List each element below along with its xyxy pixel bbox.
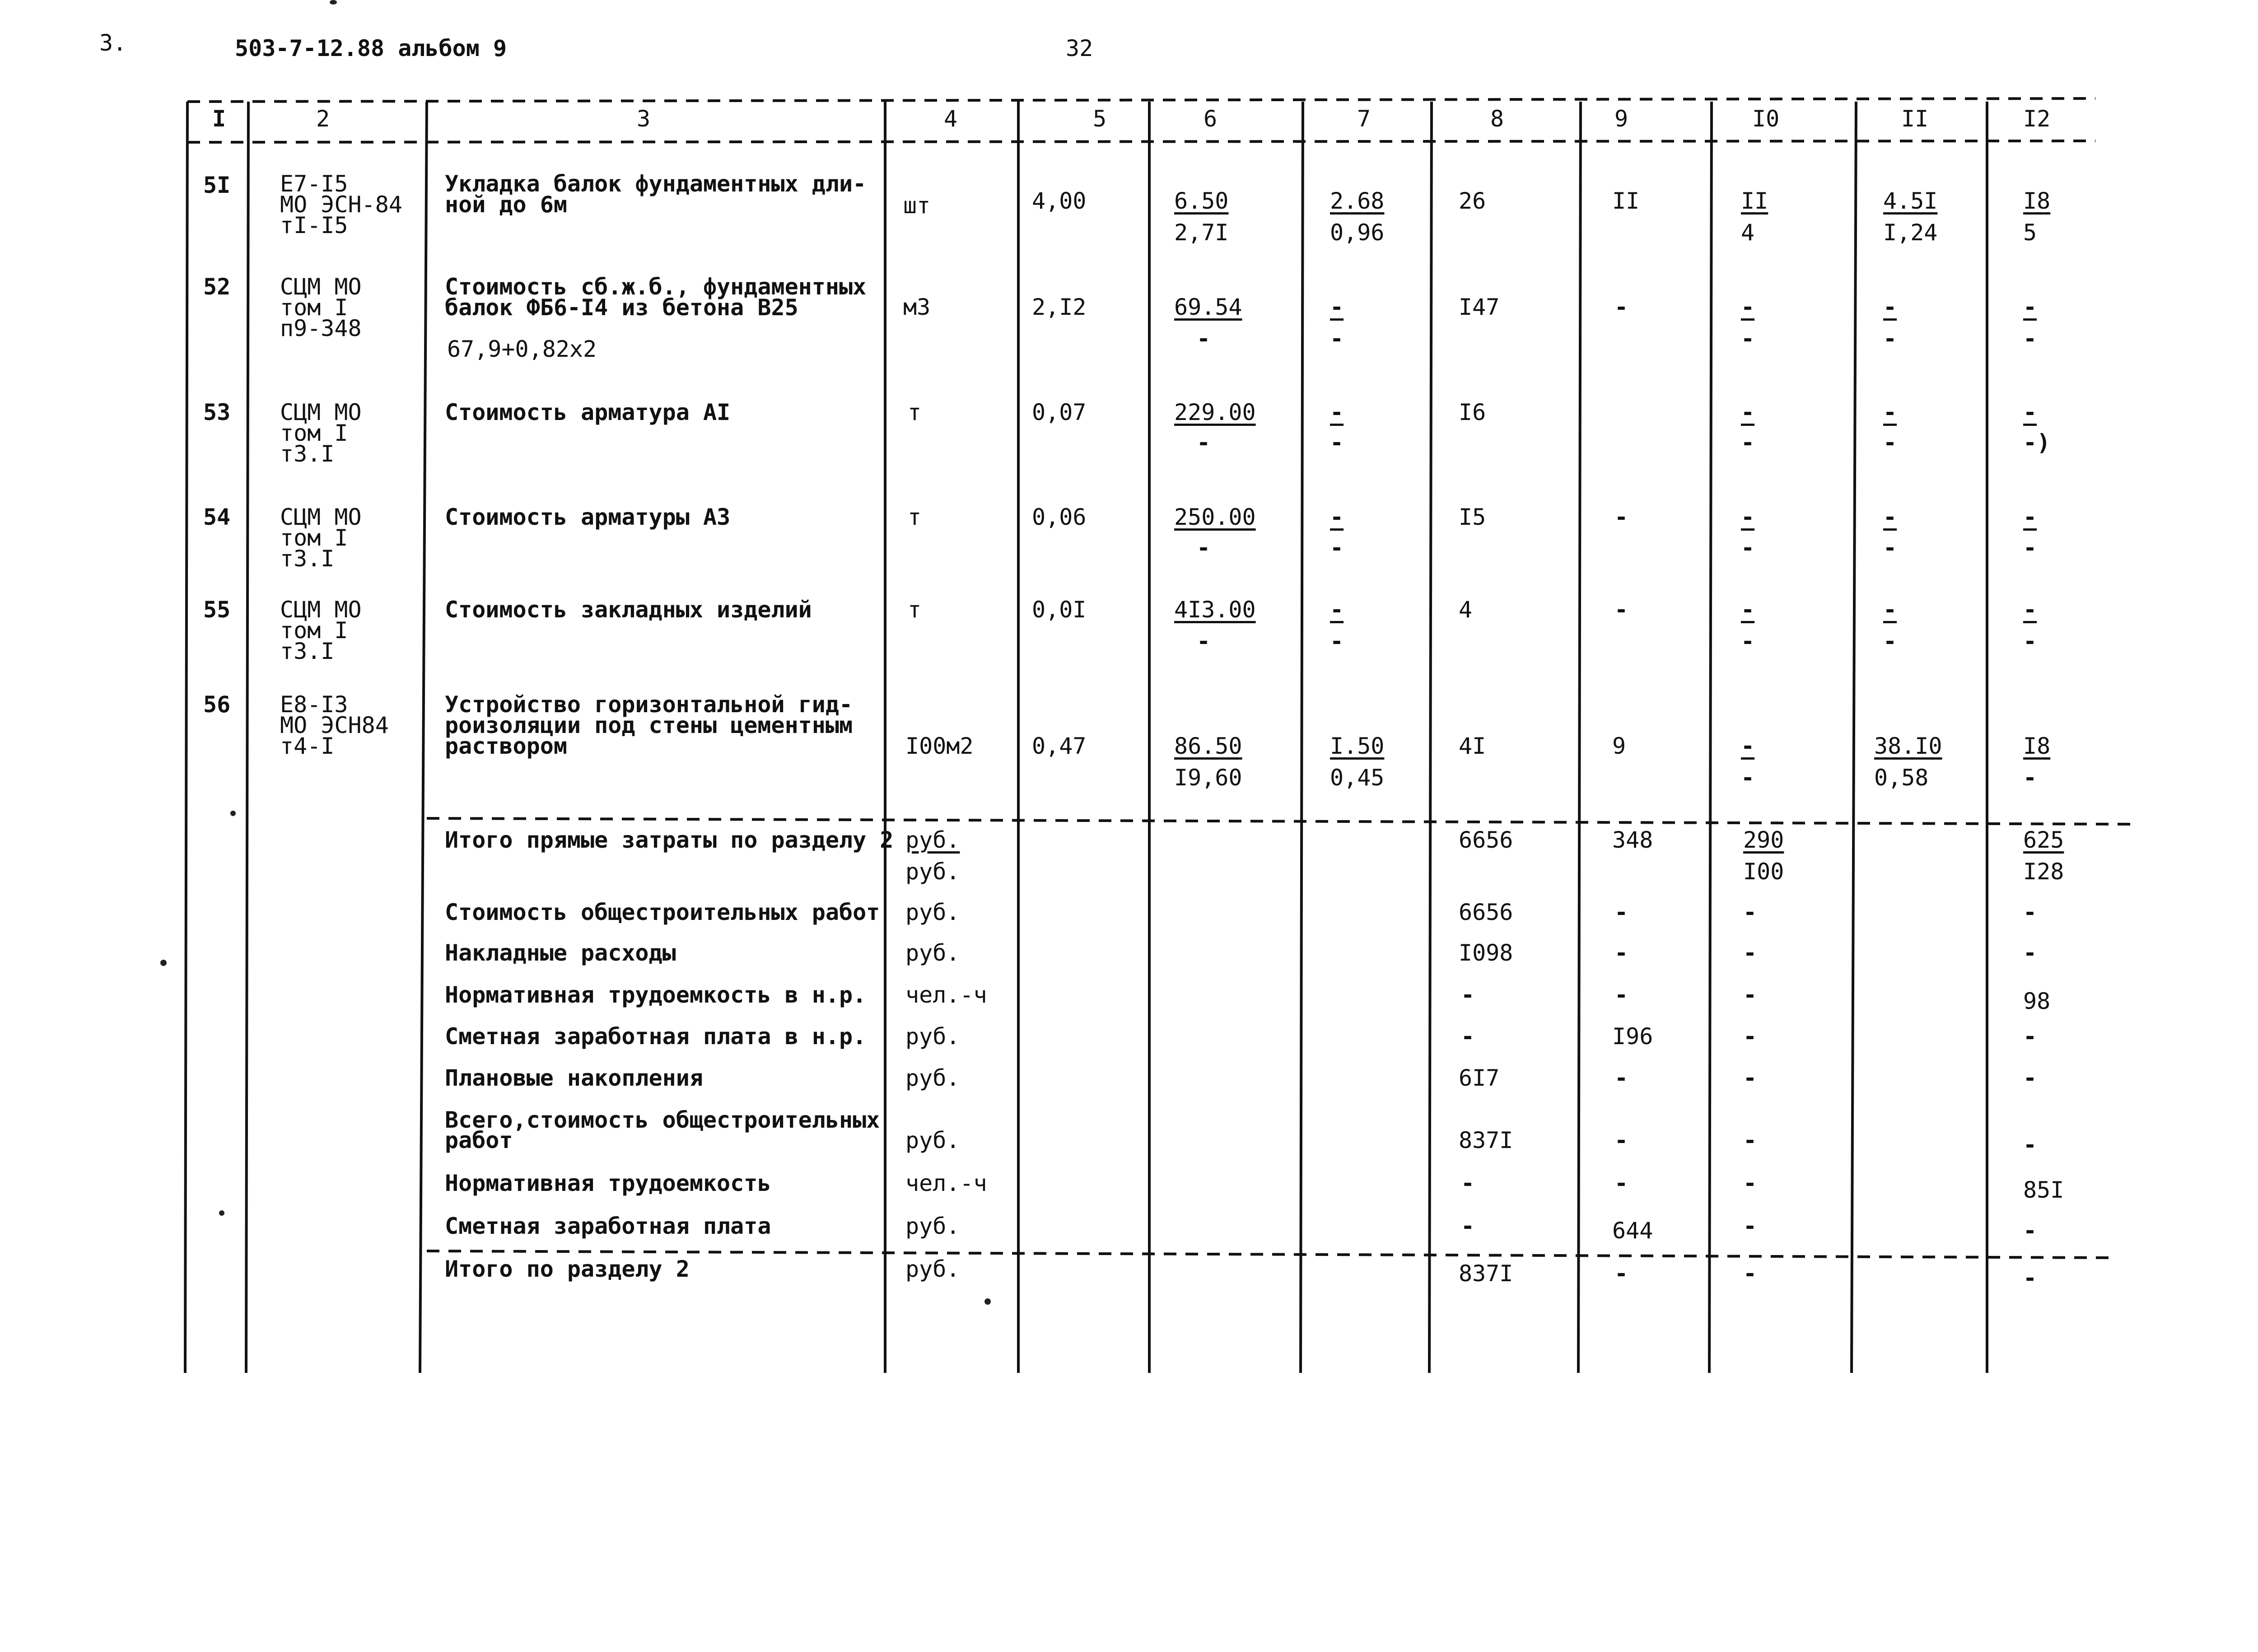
summary-unit: руб. xyxy=(905,1023,960,1050)
row-number: 52 xyxy=(203,274,231,300)
column-header: 9 xyxy=(1614,106,1628,132)
cell-col6-top: 4I3.00 xyxy=(1174,597,1256,623)
summary-name: Стоимость общестроительных работ xyxy=(445,899,880,925)
cell-col6-bottom: - xyxy=(1197,326,1211,352)
column-header: I xyxy=(212,106,226,132)
document-reference: 503-7-12.88 альбом 9 xyxy=(235,35,507,61)
cell-col7-bottom: - xyxy=(1330,628,1344,654)
cell-col12-top: - xyxy=(2023,597,2037,623)
column-header: 8 xyxy=(1490,106,1504,132)
cell-col7-top: - xyxy=(1330,597,1344,623)
cell-col12-bottom: - xyxy=(2023,326,2037,352)
summary-unit: руб. xyxy=(905,1256,960,1282)
cell-col10-top: - xyxy=(1741,399,1755,425)
column-header: I0 xyxy=(1752,106,1780,132)
row-quantity: 0,0I xyxy=(1032,597,1087,623)
summary-unit: руб. xyxy=(905,899,960,925)
summary-col8: - xyxy=(1461,1213,1475,1239)
summary-col12: 98 xyxy=(2023,988,2051,1014)
cell-col8: I47 xyxy=(1459,294,1500,320)
row-name-line: Стоимость сб.ж.б., фундаментных xyxy=(445,274,867,300)
row-quantity: 2,I2 xyxy=(1032,294,1087,320)
cell-col7-bottom: - xyxy=(1330,326,1344,352)
cell-col11-top: - xyxy=(1883,504,1897,530)
cell-col10-bottom: - xyxy=(1741,429,1755,456)
cell-col8: I6 xyxy=(1459,399,1486,425)
summary-unit: руб. xyxy=(905,827,960,853)
summary-name-continued: работ xyxy=(445,1127,513,1153)
cell-col10-top: - xyxy=(1741,733,1755,759)
cell-col7-top: I.50 xyxy=(1330,733,1385,759)
row-name-line: Устройство горизонтальной гид- xyxy=(445,691,853,718)
row-code-line: СЦМ МО xyxy=(280,274,362,300)
cell-col11-bottom: I,24 xyxy=(1883,219,1938,246)
cell-col10-top: - xyxy=(1741,294,1755,320)
row-name-line: раствором xyxy=(445,733,567,759)
cell-col11-bottom: - xyxy=(1883,429,1897,456)
summary-col9: 348 xyxy=(1612,827,1653,853)
cell-col7-top: 2.68 xyxy=(1330,188,1385,214)
row-code-line: СЦМ МО xyxy=(280,399,362,425)
column-header: I2 xyxy=(2023,106,2051,132)
row-number: 55 xyxy=(203,597,231,623)
row-code-line: п9-348 xyxy=(280,315,362,341)
cell-col9: - xyxy=(1614,294,1628,320)
summary-col12-top: 625 xyxy=(2023,827,2064,853)
summary-col12: - xyxy=(2023,940,2037,966)
scan-speck xyxy=(230,811,236,816)
column-header: II xyxy=(1901,106,1929,132)
summary-col12: 85I xyxy=(2023,1177,2064,1203)
cell-col11-top: 4.5I xyxy=(1883,188,1938,214)
summary-name: Плановые накопления xyxy=(445,1065,703,1091)
column-header: 7 xyxy=(1357,106,1371,132)
summary-col12: - xyxy=(2023,1065,2037,1091)
summary-unit: руб. xyxy=(905,940,960,966)
summary-col8: I098 xyxy=(1459,940,1513,966)
summary-col12: - xyxy=(2023,1023,2037,1050)
summary-col10: - xyxy=(1743,1023,1757,1050)
cell-col9: 9 xyxy=(1612,733,1626,759)
page-number: 32 xyxy=(1066,35,1093,61)
summary-unit-second: руб. xyxy=(905,859,960,885)
summary-col10-top: 290 xyxy=(1743,827,1784,853)
cell-col12-top: - xyxy=(2023,294,2037,320)
cell-col7-top: - xyxy=(1330,504,1344,530)
row-note: 67,9+0,82x2 xyxy=(447,336,597,362)
cell-col12-top: I8 xyxy=(2023,733,2051,759)
summary-col12: - xyxy=(2023,899,2037,925)
scan-speck xyxy=(219,1210,224,1216)
summary-col12: - xyxy=(2023,1218,2037,1244)
column-header: 4 xyxy=(944,106,958,132)
summary-col8: - xyxy=(1461,1023,1475,1050)
summary-name: Всего,стоимость общестроительных xyxy=(445,1107,880,1133)
summary-col9: - xyxy=(1614,1065,1628,1091)
summary-col9: - xyxy=(1614,1127,1628,1153)
row-code-line: МО ЭСН84 xyxy=(280,712,389,738)
cell-col10-bottom: - xyxy=(1741,765,1755,791)
scan-speck xyxy=(160,960,167,966)
cell-col10-top: - xyxy=(1741,504,1755,530)
summary-col8: - xyxy=(1461,982,1475,1008)
cell-col11-bottom: 0,58 xyxy=(1874,765,1929,791)
cell-col9: II xyxy=(1612,188,1640,214)
cell-col12-bottom: - xyxy=(2023,628,2037,654)
cell-col6-bottom: - xyxy=(1197,429,1211,456)
row-code-line: СЦМ МО xyxy=(280,597,362,623)
summary-col8: 837I xyxy=(1459,1260,1513,1287)
summary-name: Сметная заработная плата xyxy=(445,1213,771,1239)
cell-col8: 26 xyxy=(1459,188,1486,214)
row-unit: т xyxy=(908,399,922,425)
cell-col7-top: - xyxy=(1330,399,1344,425)
row-number: 5I xyxy=(203,172,231,198)
row-code-line: т4-I xyxy=(280,733,335,759)
scan-speck xyxy=(330,0,337,5)
cell-col7-bottom: 0,96 xyxy=(1330,219,1385,246)
row-code-line: E8-I3 xyxy=(280,691,348,718)
row-code-line: E7-I5 xyxy=(280,171,348,197)
summary-name: Итого по разделу 2 xyxy=(445,1256,690,1282)
row-quantity: 0,06 xyxy=(1032,504,1087,530)
row-quantity: 0,47 xyxy=(1032,733,1087,759)
summary-name: Нормативная трудоемкость xyxy=(445,1170,771,1196)
column-header: 5 xyxy=(1093,106,1107,132)
row-code-line: СЦМ МО xyxy=(280,504,362,530)
summary-col8: 6656 xyxy=(1459,827,1513,853)
summary-col8: 6I7 xyxy=(1459,1065,1500,1091)
cell-col12-bottom: -) xyxy=(2023,429,2051,456)
cell-col9: - xyxy=(1614,504,1628,530)
cell-col7-bottom: - xyxy=(1330,429,1344,456)
row-name-line: роизоляции под стены цементным xyxy=(445,712,853,738)
summary-unit: руб. xyxy=(905,1127,960,1153)
summary-col9: - xyxy=(1614,899,1628,925)
cell-col9: - xyxy=(1614,597,1628,623)
row-unit: шт xyxy=(903,192,931,219)
cell-col12-bottom: - xyxy=(2023,535,2037,561)
cell-col8: 4I xyxy=(1459,733,1486,759)
summary-unit: руб. xyxy=(905,1213,960,1239)
cell-col6-top: 86.50 xyxy=(1174,733,1242,759)
row-name-line: Укладка балок фундаментных дли- xyxy=(445,171,867,197)
summary-col8: - xyxy=(1461,1170,1475,1196)
cell-col10-top: II xyxy=(1741,188,1768,214)
cell-col6-bottom: - xyxy=(1197,535,1211,561)
summary-unit: чел.-ч xyxy=(905,1170,987,1196)
summary-col10: - xyxy=(1743,940,1757,966)
cell-col6-top: 69.54 xyxy=(1174,294,1242,320)
summary-col9: - xyxy=(1614,940,1628,966)
summary-unit: чел.-ч xyxy=(905,982,987,1008)
cell-col11-top: 38.I0 xyxy=(1874,733,1942,759)
summary-name: Накладные расходы xyxy=(445,940,676,966)
row-name-line: ной до 6м xyxy=(445,191,567,218)
scan-speck xyxy=(984,1298,991,1305)
cell-col7-top: - xyxy=(1330,294,1344,320)
cell-col12-top: - xyxy=(2023,399,2037,425)
cell-col6-top: 229.00 xyxy=(1174,399,1256,425)
cell-col11-bottom: - xyxy=(1883,628,1897,654)
summary-col10: - xyxy=(1743,982,1757,1008)
row-name-line: Стоимость закладных изделий xyxy=(445,597,812,623)
column-header: 3 xyxy=(637,106,651,132)
summary-col9: - xyxy=(1614,1170,1628,1196)
summary-col10: - xyxy=(1743,1127,1757,1153)
cell-col12-bottom: - xyxy=(2023,765,2037,791)
row-unit: т xyxy=(908,597,922,623)
cell-col6-bottom: 2,7I xyxy=(1174,219,1229,246)
cell-col11-bottom: - xyxy=(1883,326,1897,352)
row-code-line: тI-I5 xyxy=(280,212,348,238)
cell-col10-bottom: - xyxy=(1741,326,1755,352)
cell-col12-bottom: 5 xyxy=(2023,219,2037,246)
summary-col10: - xyxy=(1743,1170,1757,1196)
summary-unit: руб. xyxy=(905,1065,960,1091)
cell-col11-top: - xyxy=(1883,597,1897,623)
summary-col10-bottom: I00 xyxy=(1743,859,1784,885)
cell-col11-bottom: - xyxy=(1883,535,1897,561)
row-quantity: 4,00 xyxy=(1032,188,1087,214)
summary-col9: 644 xyxy=(1612,1218,1653,1244)
summary-col12: - xyxy=(2023,1265,2037,1291)
row-unit: м3 xyxy=(903,294,931,320)
column-header: 6 xyxy=(1204,106,1218,132)
summary-col10: - xyxy=(1743,899,1757,925)
row-name-line: Стоимость арматуры А3 xyxy=(445,504,731,530)
row-code-line: том I xyxy=(280,420,348,446)
cell-col11-top: - xyxy=(1883,294,1897,320)
summary-col10: - xyxy=(1743,1260,1757,1287)
summary-col12-bottom: I28 xyxy=(2023,859,2064,885)
corner-mark: 3. xyxy=(99,30,127,56)
summary-name: Итого прямые затраты по разделу 2 xyxy=(445,827,894,853)
row-number: 53 xyxy=(203,399,231,425)
row-code-line: тЗ.I xyxy=(280,441,335,467)
row-unit: т xyxy=(908,504,922,530)
summary-col8: 837I xyxy=(1459,1127,1513,1153)
summary-name: Сметная заработная плата в н.р. xyxy=(445,1023,867,1050)
cell-col7-bottom: - xyxy=(1330,535,1344,561)
summary-name: Нормативная трудоемкость в н.р. xyxy=(445,982,867,1008)
summary-col8: 6656 xyxy=(1459,899,1513,925)
cell-col6-top: 250.00 xyxy=(1174,504,1256,530)
row-quantity: 0,07 xyxy=(1032,399,1087,425)
summary-col9: - xyxy=(1614,1260,1628,1287)
cell-col10-bottom: - xyxy=(1741,535,1755,561)
summary-col9: I96 xyxy=(1612,1023,1653,1050)
cell-col10-top: - xyxy=(1741,597,1755,623)
cell-col8: 4 xyxy=(1459,597,1473,623)
summary-col10: - xyxy=(1743,1213,1757,1239)
row-code-line: МО ЭСН-84 xyxy=(280,191,402,218)
cell-col10-bottom: 4 xyxy=(1741,219,1755,246)
cell-col6-bottom: - xyxy=(1197,628,1211,654)
cell-col7-bottom: 0,45 xyxy=(1330,765,1385,791)
cell-col12-top: I8 xyxy=(2023,188,2051,214)
row-name-line: Стоимость арматура АI xyxy=(445,399,731,425)
cell-col6-bottom: I9,60 xyxy=(1174,765,1242,791)
cell-col8: I5 xyxy=(1459,504,1486,530)
row-code-line: т3.I xyxy=(280,638,335,664)
cell-col11-top: - xyxy=(1883,399,1897,425)
summary-col12: - xyxy=(2023,1132,2037,1158)
row-unit: I00м2 xyxy=(905,733,974,759)
cell-col6-top: 6.50 xyxy=(1174,188,1229,214)
column-header: 2 xyxy=(316,106,330,132)
cell-col12-top: - xyxy=(2023,504,2037,530)
summary-col9: - xyxy=(1614,982,1628,1008)
row-code-line: т3.I xyxy=(280,546,335,572)
summary-col10: - xyxy=(1743,1065,1757,1091)
row-code-line: том I xyxy=(280,525,348,551)
row-code-line: том I xyxy=(280,617,348,644)
cell-col10-bottom: - xyxy=(1741,628,1755,654)
row-name-line: балок ФБ6-I4 из бетона В25 xyxy=(445,294,798,321)
row-number: 54 xyxy=(203,504,231,530)
row-code-line: том I xyxy=(280,294,348,321)
row-number: 56 xyxy=(203,691,231,718)
